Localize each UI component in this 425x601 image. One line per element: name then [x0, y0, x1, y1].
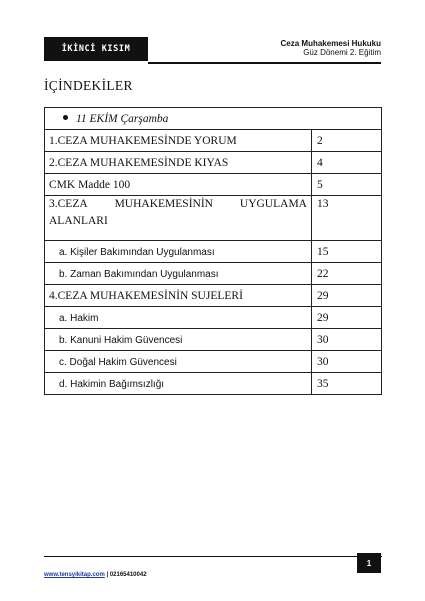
toc-entry-page: 2 [312, 130, 382, 152]
page-number: 1 [357, 553, 381, 573]
toc-entry-label[interactable] [45, 329, 312, 351]
toc-row [45, 285, 382, 307]
toc-sub-label: d. Hakimin Bağımsızlığı [59, 378, 165, 390]
website-link[interactable]: www.tensyikitap.com [44, 572, 105, 578]
toc-sub-label: b. Zaman Bakımından Uygulanması [59, 268, 219, 280]
toc-entry-page: 22 [312, 263, 382, 285]
toc-entry-label[interactable] [45, 307, 312, 329]
toc-row [45, 307, 382, 329]
toc-date-row [45, 108, 382, 130]
toc-entry-word: UYGULAMA [239, 198, 307, 210]
toc-row [45, 152, 382, 174]
course-title: Ceza Muhakemesi Hukuku [280, 39, 381, 48]
toc-row [45, 373, 382, 395]
toc-row [45, 174, 382, 196]
toc-entry-label[interactable]: 2.CEZA MUHAKEMESİNDE KIYAS [45, 152, 312, 174]
toc-row [45, 263, 382, 285]
toc-entry-label[interactable] [45, 196, 312, 241]
footer-rule [44, 556, 382, 557]
toc-row [45, 351, 382, 373]
toc-entry-label[interactable] [45, 351, 312, 373]
toc-row [45, 329, 382, 351]
footer-contact [44, 572, 147, 578]
footer-separator: | [106, 572, 109, 578]
toc-entry-line1 [49, 198, 307, 210]
toc-entry-label[interactable] [45, 373, 312, 395]
bullet-icon [63, 115, 68, 120]
toc-sub-label: a. Hakim [59, 312, 99, 324]
toc-entry-label[interactable]: 1.CEZA MUHAKEMESİNDE YORUM [45, 130, 312, 152]
course-header [281, 39, 381, 57]
date-heading-cell [45, 108, 382, 130]
phone-number: 02165410042 [109, 572, 147, 578]
toc-entry-label[interactable] [45, 241, 312, 263]
toc-entry-page: 5 [312, 174, 382, 196]
toc-entry-label[interactable]: 4.CEZA MUHAKEMESİNİN SUJELERİ [45, 285, 312, 307]
toc-sub-label: a. Kişiler Bakımından Uygulanması [59, 246, 215, 258]
section-tag: İKİNCİ KISIM [44, 37, 148, 61]
toc-title: İÇİNDEKİLER [44, 78, 133, 93]
toc-entry-page: 13 [312, 196, 382, 241]
date-heading: 11 EKİM Çarşamba [76, 112, 169, 125]
toc-entry-word: MUHAKEMESİNİN [114, 198, 213, 210]
toc-entry-page: 15 [312, 241, 382, 263]
course-subtitle: Güz Dönemi 2. Eğitim [303, 48, 381, 57]
toc-entry-line2: ALANLARI [49, 215, 108, 227]
header-rule [148, 62, 381, 64]
toc-entry-page: 35 [312, 373, 382, 395]
toc-entry-label[interactable]: CMK Madde 100 [45, 174, 312, 196]
toc-table [44, 107, 382, 395]
toc-sub-label: c. Doğal Hakim Güvencesi [59, 356, 177, 368]
toc-entry-word: 3.CEZA [49, 198, 88, 210]
toc-sub-label: b. Kanuni Hakim Güvencesi [59, 334, 183, 346]
toc-entry-page: 29 [312, 285, 382, 307]
toc-entry-page: 30 [312, 351, 382, 373]
toc-row [45, 196, 382, 241]
toc-entry-page: 29 [312, 307, 382, 329]
toc-row [45, 130, 382, 152]
toc-entry-label[interactable] [45, 263, 312, 285]
toc-row [45, 241, 382, 263]
toc-entry-page: 30 [312, 329, 382, 351]
toc-entry-page: 4 [312, 152, 382, 174]
